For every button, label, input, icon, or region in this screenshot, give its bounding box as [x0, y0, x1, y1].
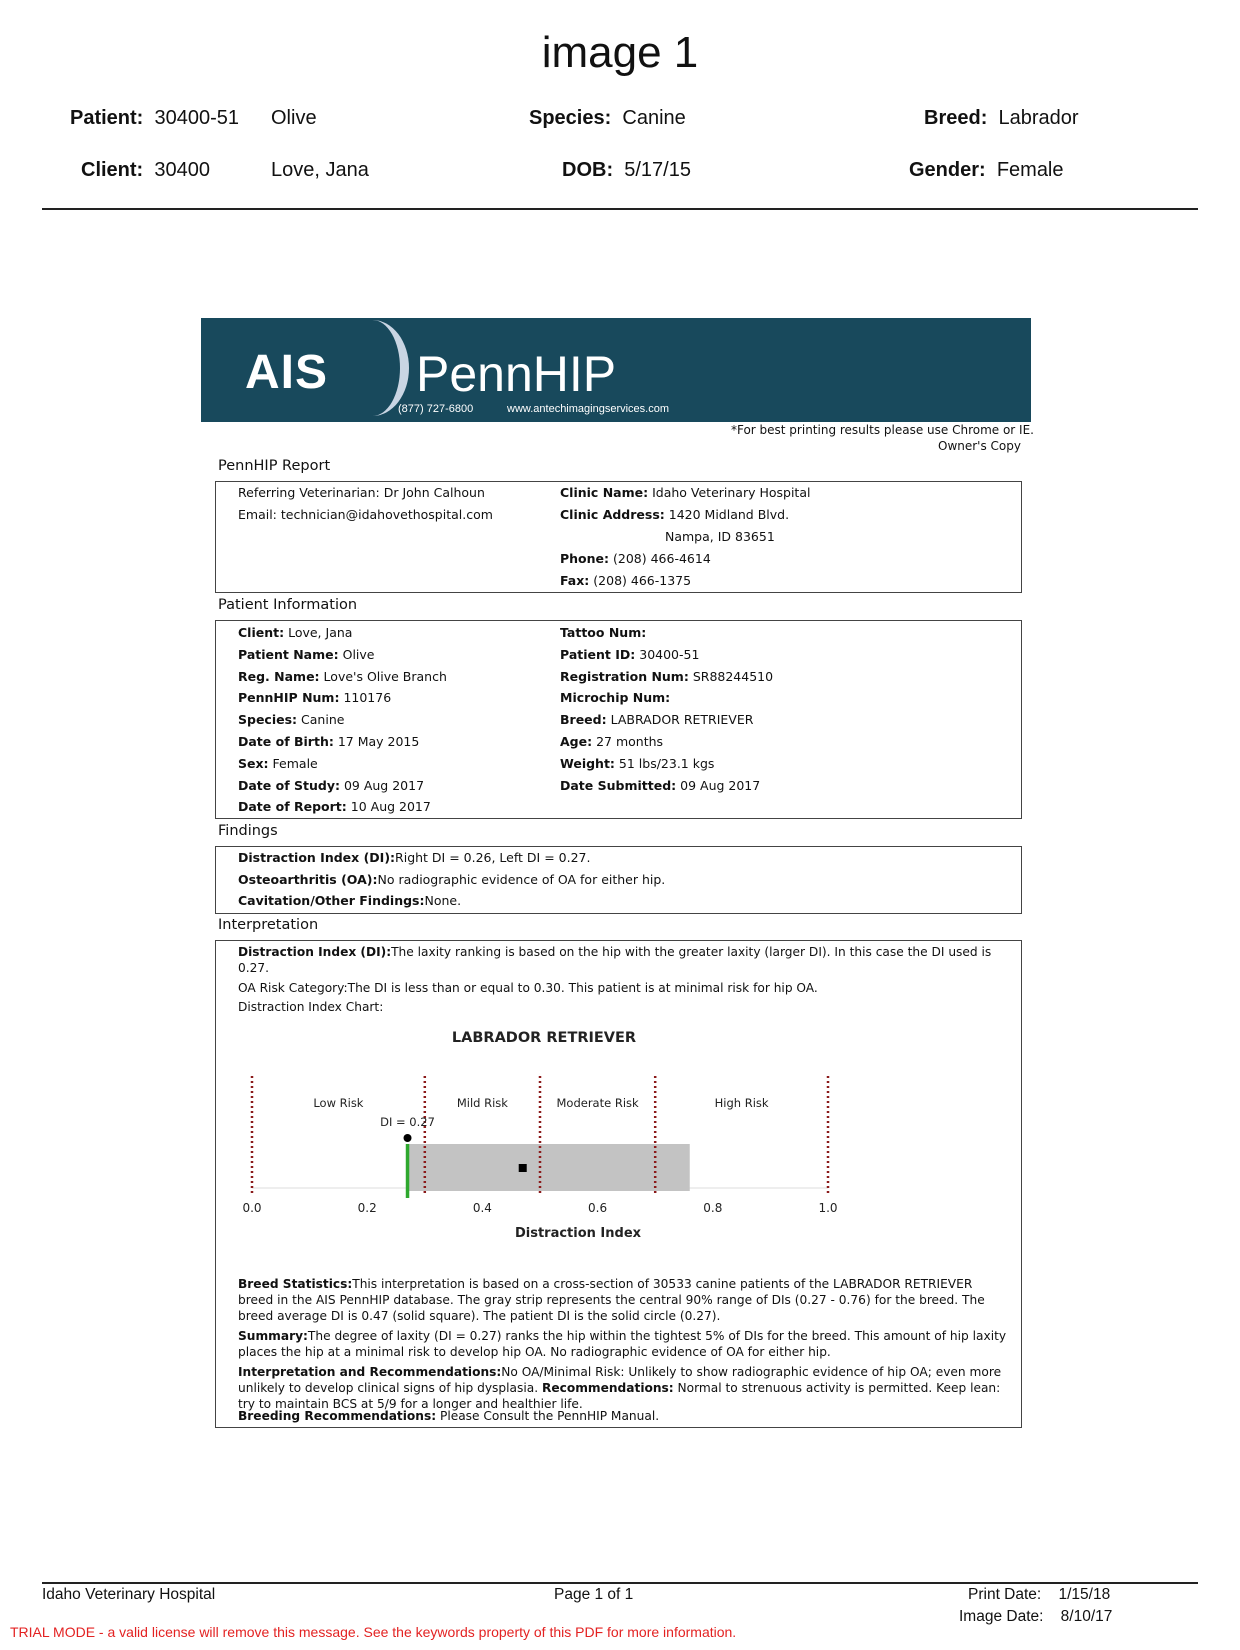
trial-mode-notice: TRIAL MODE - a valid license will remove this message. See the keywords property of this PDF for more information.: [10, 1624, 737, 1640]
footer-page-number: Page 1 of 1: [554, 1586, 634, 1603]
x-tick-label: 0.6: [588, 1201, 608, 1215]
risk-zone-label: Low Risk: [313, 1096, 364, 1110]
patient-info-left-row: [238, 778, 424, 793]
summary-paragraph: [238, 1328, 1008, 1360]
email-value: technician@idahovethospital.com: [280, 507, 493, 522]
patient-label: Patient:: [70, 107, 144, 129]
patient-info-left-value: Canine: [301, 712, 345, 728]
patient-info-left-row: [238, 625, 352, 640]
patient-info-left-row: [238, 756, 318, 771]
interp-di-paragraph: [238, 944, 1008, 976]
print-date-label: Print Date:: [968, 1586, 1042, 1603]
finding-value: None.: [424, 893, 462, 908]
patient-info-right-label: Tattoo Num:: [560, 625, 647, 640]
banner-website: www.antechimagingservices.com: [507, 403, 670, 415]
clinic-phone: [560, 551, 711, 566]
referring-vet-value: Dr John Calhoun: [383, 485, 485, 500]
summary-text: The degree of laxity (DI = 0.27) ranks the hip within the tightest 5% of DIs for the breed. This amount of hip laxity places the hip at a minimal risk to develop hip OA. No radiographic evidence of OA for either hip.: [238, 1329, 1007, 1359]
patient-di-label: DI = 0.27: [380, 1115, 435, 1129]
risk-zone-label: Mild Risk: [456, 1096, 508, 1110]
interp-chart-label: Distraction Index Chart:: [238, 1000, 384, 1014]
patient-info-right-value: SR88244510: [692, 668, 774, 684]
report-email: [238, 507, 493, 522]
breeding-label: Breeding Recommendations:: [238, 1409, 437, 1423]
patient-info-left-label: Patient Name:: [238, 646, 339, 662]
patient-info-left-row: [238, 712, 344, 727]
patient-info-left-row: [238, 799, 431, 814]
patient-info-right-value: LABRADOR RETRIEVER: [610, 712, 754, 728]
patient-info-left-value: 09 Aug 2017: [343, 777, 425, 793]
patient-info-right-row: [560, 647, 699, 662]
dob-value: 5/17/15: [624, 159, 691, 181]
footer-print-date: [968, 1586, 1110, 1604]
breed-range-strip: [408, 1144, 690, 1191]
species-label: Species:: [529, 107, 612, 129]
patient-info-left-label: Reg. Name:: [238, 668, 320, 684]
patient-info-right-label: Breed:: [560, 712, 607, 728]
banner-phone: (877) 727-6800: [398, 403, 474, 415]
distraction-index-chart: [228, 1020, 868, 1225]
finding-row: [238, 850, 590, 865]
fax-value: (208) 466-1375: [593, 573, 692, 588]
patient-info-left-row: [238, 734, 419, 749]
species-value: Canine: [622, 107, 686, 129]
patient-header-patient: [70, 107, 239, 130]
patient-name: Olive: [271, 107, 317, 129]
findings-title: Findings: [218, 823, 278, 839]
patient-di-circle: [404, 1134, 412, 1142]
chart-x-axis-title: Distraction Index: [514, 1226, 642, 1241]
clinic-address-label: Clinic Address:: [560, 507, 665, 522]
interp-reco-label: Interpretation and Recommendations:: [238, 1365, 502, 1379]
patient-info-right-label: Age:: [560, 734, 593, 749]
patient-info-right-label: Weight:: [560, 755, 615, 771]
patient-info-title: Patient Information: [218, 597, 358, 613]
patient-info-left-value: Love's Olive Branch: [323, 668, 447, 684]
finding-label: Cavitation/Other Findings:: [238, 893, 425, 908]
patient-info-right-row: [560, 625, 646, 640]
patient-info-right-value: 09 Aug 2017: [680, 777, 761, 793]
logo-ais: AIS: [245, 346, 329, 399]
patient-info-right-row: [560, 669, 773, 684]
patient-info-left-row: [238, 669, 447, 684]
finding-value: Right DI = 0.26, Left DI = 0.27.: [395, 850, 591, 865]
patient-info-right-row: [560, 690, 670, 705]
interp-oa-paragraph: [238, 980, 1008, 996]
clinic-name-label: Clinic Name:: [560, 485, 649, 500]
document-title: image 1: [541, 28, 699, 77]
footer-divider: [42, 1582, 1198, 1584]
image-date-value: 8/10/17: [1060, 1608, 1113, 1625]
breed-stats-paragraph: [238, 1276, 1008, 1324]
interp-reco-text: No OA/Minimal Risk: Unlikely to show radiographic evidence of hip OA; even more unlikely to develop clinical signs of hip dysplasia.: [238, 1365, 1002, 1395]
x-tick-label: 0.2: [357, 1201, 377, 1215]
patient-header-gender: [909, 159, 1064, 182]
gender-label: Gender:: [909, 159, 986, 181]
interp-oa-label: OA Risk Category:: [238, 981, 348, 995]
patient-info-left-row: [238, 690, 391, 705]
x-tick-label: 0.4: [472, 1201, 492, 1215]
client-label: Client:: [81, 159, 144, 181]
patient-id: 30400-51: [154, 107, 239, 129]
chart-marks: [242, 1076, 837, 1215]
patient-info-left-label: Date of Birth:: [238, 734, 334, 749]
fax-label: Fax:: [560, 573, 590, 588]
x-tick-label: 0.0: [242, 1201, 262, 1215]
clinic-fax: [560, 573, 691, 588]
x-tick-label: 1.0: [818, 1201, 838, 1215]
patient-header-dob: [562, 159, 691, 182]
patient-info-left-value: Love, Jana: [288, 625, 353, 640]
breed-stats-label: Breed Statistics:: [238, 1277, 353, 1291]
interp-reco-paragraph: [238, 1364, 1008, 1412]
chart-title: LABRADOR RETRIEVER: [451, 1030, 637, 1046]
patient-info-left-value: Female: [272, 755, 318, 771]
patient-info-left-label: Sex:: [238, 755, 269, 771]
risk-zone-label: High Risk: [714, 1096, 769, 1110]
image-date-label: Image Date:: [959, 1608, 1044, 1625]
logo-pennhip: PennHIP: [416, 346, 617, 402]
patient-info-right-value: 27 months: [596, 734, 664, 749]
report-section-title: PennHIP Report: [218, 458, 331, 474]
breed-value: Labrador: [998, 107, 1079, 129]
print-note: *For best printing results please use Chrome or IE.: [730, 423, 1034, 437]
clinic-address: [560, 507, 789, 522]
breed-label: Breed:: [924, 107, 988, 129]
phone-label: Phone:: [560, 551, 610, 566]
patient-header-breed: [924, 107, 1079, 130]
patient-info-left-label: Date of Study:: [238, 777, 340, 793]
breeding-paragraph: [238, 1408, 1008, 1424]
patient-header-species: [529, 107, 686, 130]
patient-info-left-label: Client:: [238, 625, 285, 640]
patient-info-right-value: 30400-51: [639, 646, 700, 662]
patient-info-right-row: [560, 734, 663, 749]
print-date-value: 1/15/18: [1058, 1586, 1111, 1603]
reco-label: Recommendations:: [541, 1381, 674, 1395]
patient-info-left-label: Species:: [238, 712, 298, 728]
patient-info-right-row: [560, 756, 714, 771]
interp-oa-text: The DI is less than or equal to 0.30. This patient is at minimal risk for hip OA.: [347, 981, 818, 995]
patient-info-left-label: Date of Report:: [238, 799, 347, 815]
finding-row: [238, 893, 461, 908]
referring-vet: [238, 485, 485, 500]
finding-value: No radiographic evidence of OA for either hip.: [377, 871, 666, 887]
patient-info-right-label: Microchip Num:: [560, 690, 671, 706]
clinic-name-value: Idaho Veterinary Hospital: [652, 485, 811, 500]
email-label: Email:: [238, 507, 277, 522]
dob-label: DOB:: [562, 159, 614, 181]
reco-text: Normal to strenuous activity is permitted. Keep lean: try to maintain BCS at 5/9 for a longer and healthier life.: [238, 1381, 1001, 1411]
finding-label: Distraction Index (DI):: [238, 850, 396, 865]
gender-value: Female: [996, 159, 1064, 181]
breed-stats-text: This interpretation is based on a cross-section of 30533 canine patients of the LABRADOR RETRIEVER breed in the AIS PennHIP database. The gray strip represents the central 90% range of DIs (0.27 - 0.76) for the breed. The breed average DI is 0.47 (solid square). The patient DI is the solid circle (0.27).: [238, 1277, 985, 1323]
summary-label: Summary:: [238, 1329, 308, 1343]
footer-image-date: [959, 1608, 1112, 1626]
clinic-name: [560, 485, 810, 500]
patient-header-client: [81, 159, 210, 182]
breeding-text: Please Consult the PennHIP Manual.: [439, 1409, 660, 1423]
finding-row: [238, 872, 665, 887]
x-tick-label: 0.8: [703, 1201, 723, 1215]
clinic-address-line2: Nampa, ID 83651: [665, 529, 775, 544]
finding-label: Osteoarthritis (OA):: [238, 871, 378, 887]
patient-info-left-value: Olive: [342, 646, 375, 662]
patient-info-right-row: [560, 712, 753, 727]
phone-value: (208) 466-4614: [613, 551, 711, 566]
breed-average-square: [519, 1164, 527, 1172]
patient-info-left-value: 17 May 2015: [337, 734, 420, 749]
interp-di-text: The laxity ranking is based on the hip with the greater laxity (larger DI). In this case the DI used is 0.27.: [238, 945, 992, 975]
patient-info-left-value: 10 Aug 2017: [350, 799, 431, 815]
patient-info-left-value: 110176: [343, 690, 392, 706]
referring-vet-label: Referring Veterinarian:: [238, 485, 380, 500]
client-name: Love, Jana: [271, 159, 369, 181]
risk-zone-label: Moderate Risk: [556, 1096, 639, 1110]
logo-arc-icon: [336, 320, 409, 416]
patient-info-right-label: Registration Num:: [560, 668, 689, 684]
header-divider: [42, 208, 1198, 210]
patient-info-right-label: Patient ID:: [560, 646, 636, 662]
patient-info-right-label: Date Submitted:: [560, 777, 677, 793]
patient-info-right-row: [560, 778, 760, 793]
client-id: 30400: [154, 159, 210, 181]
patient-info-left-row: [238, 647, 374, 662]
clinic-address-line1: 1420 Midland Blvd.: [668, 507, 790, 522]
interpretation-title: Interpretation: [218, 917, 319, 933]
owners-copy: Owner's Copy: [938, 439, 1021, 453]
footer-hospital: Idaho Veterinary Hospital: [42, 1586, 216, 1603]
patient-info-left-label: PennHIP Num:: [238, 690, 340, 706]
interp-di-label: Distraction Index (DI):: [238, 945, 392, 959]
patient-info-right-value: 51 lbs/23.1 kgs: [618, 755, 715, 771]
